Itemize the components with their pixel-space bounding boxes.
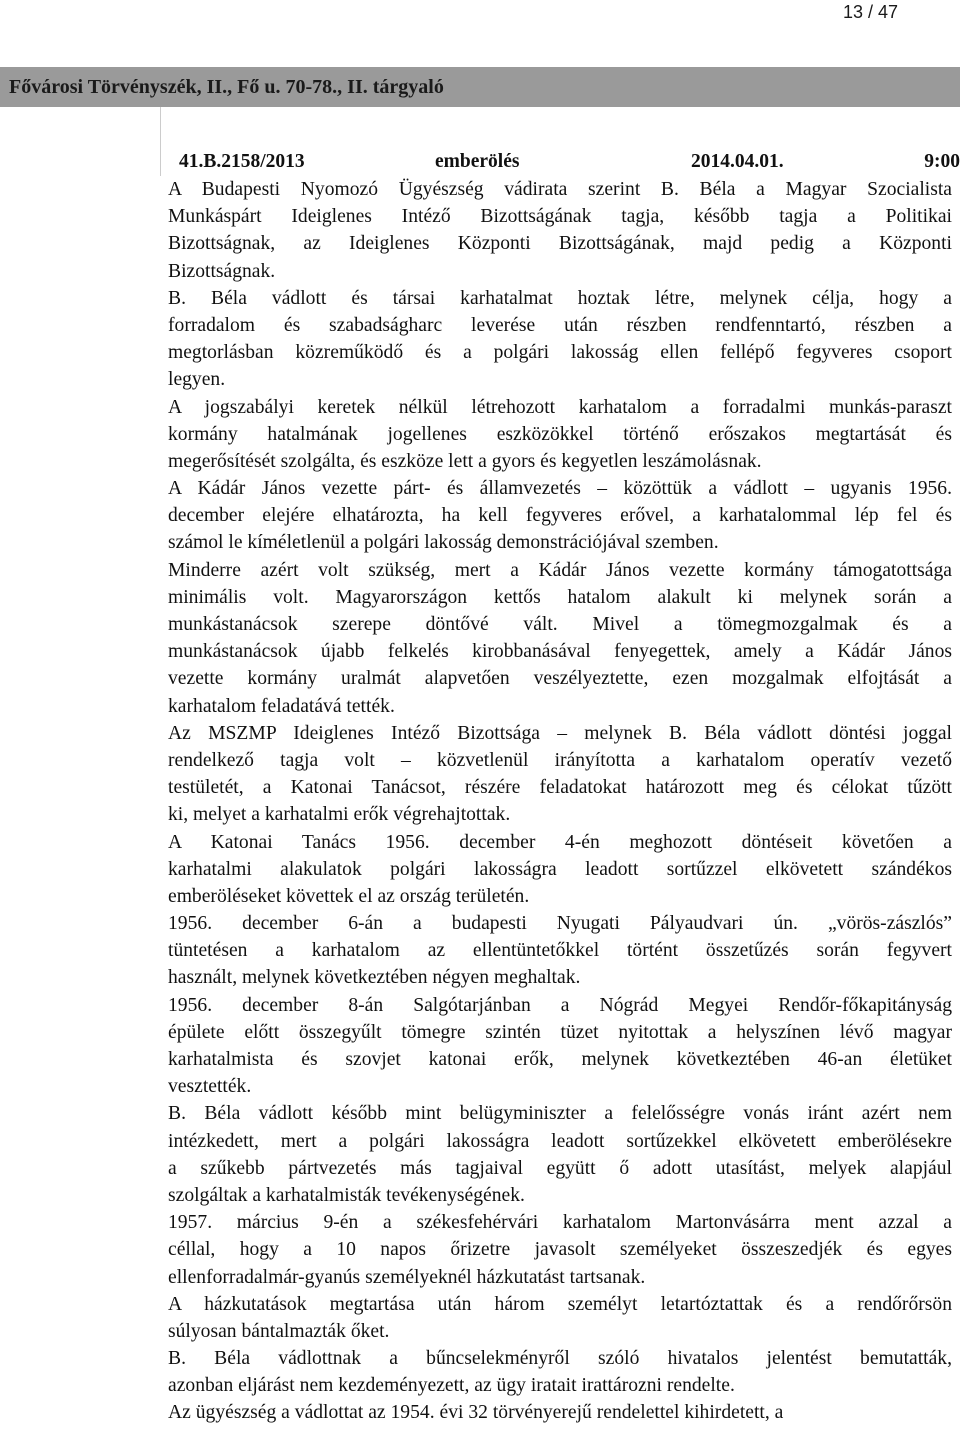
text-line: épülete előtt összegyűlt tömegre szintén tüzet nyitottak a helyszínen lévő magyar — [168, 1021, 952, 1043]
text-line: vesztették. — [168, 1076, 252, 1098]
text-line: munkástanácsok újabb felkelés kirobbanásával fenyegettek, amely a Kádár János — [168, 641, 952, 663]
text-line: használt, melynek következtében négyen meghaltak. — [168, 967, 581, 989]
text-line: 1957. március 9-én a székesfehérvári karhatalom Martonvásárra ment azzal a — [168, 1212, 952, 1234]
text-line: megtorlásban közreműködő és a polgári lakosság ellen fellépő fegyveres csoport — [168, 342, 952, 364]
text-line: tüntetésen a karhatalom az ellentüntetőkkel történt összetűzés során fegyvert — [168, 940, 952, 962]
text-line: testületét, a Katonai Tanácsot, részére feladatokat határozott meg és célokat tűzött — [168, 777, 952, 799]
text-line: intézkedett, mert a polgári lakosságra leadott sortűzekkel elkövetett emberölésekre — [168, 1130, 952, 1152]
paragraph — [168, 285, 952, 394]
case-number: 41.B.2158/2013 — [179, 151, 305, 172]
text-line: karhatalmi alakulatok polgári lakosságra leadott sortűzzel elkövetett szándékos — [168, 858, 952, 880]
paragraph — [168, 1209, 952, 1291]
hearing-date: 2014.04.01. — [691, 151, 784, 172]
text-line: megerősítését szolgálta, és eszköze lett a gyors és kegyetlen leszámolásnak. — [168, 450, 762, 472]
case-type: emberölés — [435, 151, 520, 172]
text-line: legyen. — [168, 369, 226, 391]
paragraph — [168, 394, 952, 476]
text-line: Az ügyészség a vádlottat az 1954. évi 32 törvényerejű rendelettel kihirdetett, a — [168, 1402, 784, 1424]
text-line: számol le kíméletlenül a polgári lakosság demonstrációjával szemben. — [168, 532, 719, 554]
text-line: Bizottságnak, az Ideiglenes Központi Bizottságának, majd pedig a Központi — [168, 233, 952, 255]
hearing-time: 9:00 — [924, 151, 960, 172]
paragraph — [168, 1100, 952, 1209]
text-line: B. Béla vádlott később mint belügyminiszter a felelősségre vonás iránt azért nem — [168, 1103, 952, 1125]
text-line: forradalom és szabadságharc leverése után részben rendfenntartó, részben a — [168, 314, 952, 336]
case-description — [168, 176, 952, 1427]
paragraph — [168, 176, 952, 285]
text-line: karhatalmista és szovjet katonai erők, melynek következtében 46-an életüket — [168, 1049, 952, 1070]
paragraph — [168, 720, 952, 829]
text-line: 1956. december 6-án a budapesti Nyugati Pályaudvari ún. „vörös-zászlós” — [168, 913, 952, 935]
text-line: A Katonai Tanács 1956. december 4-én meghozott döntéseit követően a — [168, 831, 952, 853]
text-line: a szűkebb pártvezetés más tagjaival együtt ő adott utasítást, melyek alapjául — [168, 1157, 952, 1179]
text-line: A Budapesti Nyomozó Ügyészség vádirata szerint B. Béla a Magyar Szocialista — [168, 179, 952, 200]
text-line: ki, melyet a karhatalmi erők végrehajtottak. — [168, 804, 511, 826]
text-line: A házkutatások megtartása után három személyt letartóztattak és a rendőrőrsön — [168, 1293, 952, 1315]
text-line: minimális volt. Magyarországon kettős hatalom alakult ki melynek során a — [168, 586, 952, 608]
paragraph — [168, 992, 952, 1101]
paragraph — [168, 1345, 952, 1399]
case-header — [160, 107, 960, 176]
text-line: Munkáspárt Ideiglenes Intéző Bizottságának tagja, később tagja a Politikai — [168, 206, 952, 228]
text-line: vezette kormány uralmát alapvetően veszélyeztette, ezen mozgalmak elfojtását a — [168, 668, 952, 690]
text-line: kormány hatalmának jogellenes eszközökkel történő erőszakos megtartását és — [168, 423, 952, 445]
venue-header: Fővárosi Törvényszék, II., Fő u. 70-78., II. tárgyaló — [0, 67, 960, 107]
text-line: szolgáltak a karhatalmisták tevékenységének. — [168, 1184, 525, 1206]
text-line: azonban eljárást nem kezdeményezett, az ügy iratait irattározni rendelte. — [168, 1375, 735, 1397]
text-line: Az MSZMP Ideiglenes Intéző Bizottsága – melynek B. Béla vádlott döntési joggal — [168, 722, 952, 744]
text-line: december elejére elhatározta, ha kell fegyveres erővel, a karhatalommal lép fel és — [168, 505, 952, 527]
text-line: céllal, hogy a 10 napos őrizetre javasolt személyeket összeszedjék és egyes — [168, 1239, 952, 1261]
paragraph — [168, 475, 952, 557]
text-line: 1956. december 8-án Salgótarjánban a Nógrád Megyei Rendőr-főkapitányság — [168, 994, 952, 1016]
text-line: B. Béla vádlott és társai karhatalmat hoztak létre, melynek célja, hogy a — [168, 287, 952, 309]
text-line: B. Béla vádlottnak a bűncselekményről szóló hivatalos jelentést bemutatták, — [168, 1348, 952, 1370]
text-line: rendelkező tagja volt – közvetlenül irányította a karhatalom operatív vezető — [168, 749, 952, 771]
paragraph — [168, 1291, 952, 1345]
text-line: A jogszabályi keretek nélkül létrehozott karhatalom a forradalmi munkás-paraszt — [168, 396, 952, 418]
text-line: ellenforradalmár-gyanús személyeknél házkutatást tartsanak. — [168, 1266, 646, 1288]
paragraph — [168, 1399, 952, 1426]
paragraph — [168, 910, 952, 992]
text-line: munkástanácsok szerepe döntővé vált. Mivel a tömegmozgalmak és a — [168, 614, 952, 635]
text-line: karhatalom feladatává tették. — [168, 695, 395, 717]
paragraph — [168, 557, 952, 720]
paragraph — [168, 829, 952, 911]
text-line: Minderre azért volt szükség, mert a Kádár János vezette kormány támogatottsága — [168, 559, 952, 581]
page-number: 13 / 47 — [842, 2, 898, 22]
text-line: emberöléseket követtek el az ország területén. — [168, 885, 530, 907]
text-line: súlyosan bántalmazták őket. — [168, 1320, 390, 1342]
text-line: A Kádár János vezette párt- és államvezetés – közöttük a vádlott – ugyanis 1956. — [168, 478, 952, 500]
text-line: Bizottságnak. — [168, 260, 276, 282]
